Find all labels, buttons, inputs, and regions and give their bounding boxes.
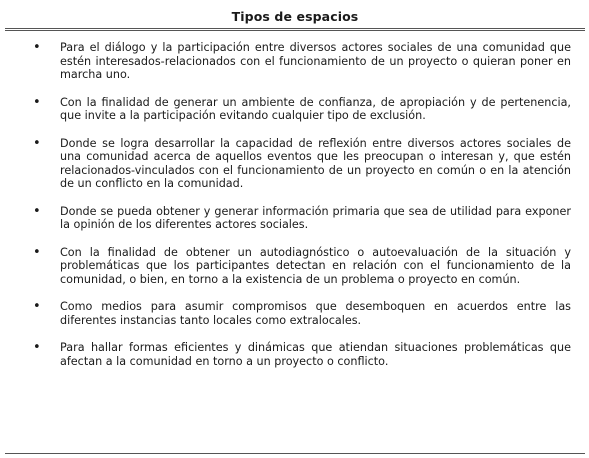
list-item-text: Para hallar formas eficientes y dinámicas que atiendan situaciones problemáticas que afectan a la comunidad en torno a un proyecto o conflicto. bbox=[60, 341, 571, 368]
list-item bbox=[5, 246, 585, 287]
list-item-text: Como medios para asumir compromisos que desemboquen en acuerdos entre las diferentes instancias tanto locales como extralocales. bbox=[60, 300, 571, 327]
bullet-icon: • bbox=[33, 244, 41, 260]
bullet-icon: • bbox=[33, 299, 41, 314]
list-item-text: Para el diálogo y la participación entre diversos actores sociales de una comunidad que estén interesados-relacionados con el funcionamiento de un proyecto o quieran poner en marcha uno. bbox=[60, 41, 571, 81]
bullet-icon: • bbox=[33, 94, 41, 110]
bullet-icon: • bbox=[33, 340, 41, 355]
bottom-divider bbox=[5, 453, 585, 454]
list-item bbox=[5, 300, 585, 327]
title-bar bbox=[5, 4, 585, 31]
bullet-icon: • bbox=[33, 40, 41, 55]
bullet-icon: • bbox=[33, 135, 41, 151]
list-item-text: Con la finalidad de generar un ambiente de confianza, de apropiación y de pertenencia, que invite a la participación evitando cualquier tipo de exclusión. bbox=[60, 95, 571, 122]
list-item bbox=[5, 137, 585, 191]
document-box bbox=[5, 4, 585, 454]
bullet-list bbox=[5, 41, 585, 368]
list-item-text: Donde se logra desarrollar la capacidad de reflexión entre diversos actores sociales de una comunidad acerca de aquellos eventos que les preocupan o interesan y, que estén relacionados-vinculados con el funcionamiento de un proyecto en común o en la atención de un conflicto en la comunidad. bbox=[60, 136, 571, 190]
list-item bbox=[5, 205, 585, 232]
list-item-text: Donde se pueda obtener y generar información primaria que sea de utilidad para exponer la opinión de los diferentes actores sociales. bbox=[60, 204, 571, 231]
list-item bbox=[5, 41, 585, 82]
page-title: Tipos de espacios bbox=[231, 8, 359, 24]
list-item bbox=[5, 96, 585, 123]
list-item bbox=[5, 341, 585, 368]
list-item-text: Con la finalidad de obtener un autodiagnóstico o autoevaluación de la situación y problemáticas que los participantes detectan en relación con el funcionamiento de la comunidad, o bien, en torno a la existencia de un problema o proyecto en común. bbox=[60, 245, 571, 286]
bullet-icon: • bbox=[33, 203, 41, 219]
